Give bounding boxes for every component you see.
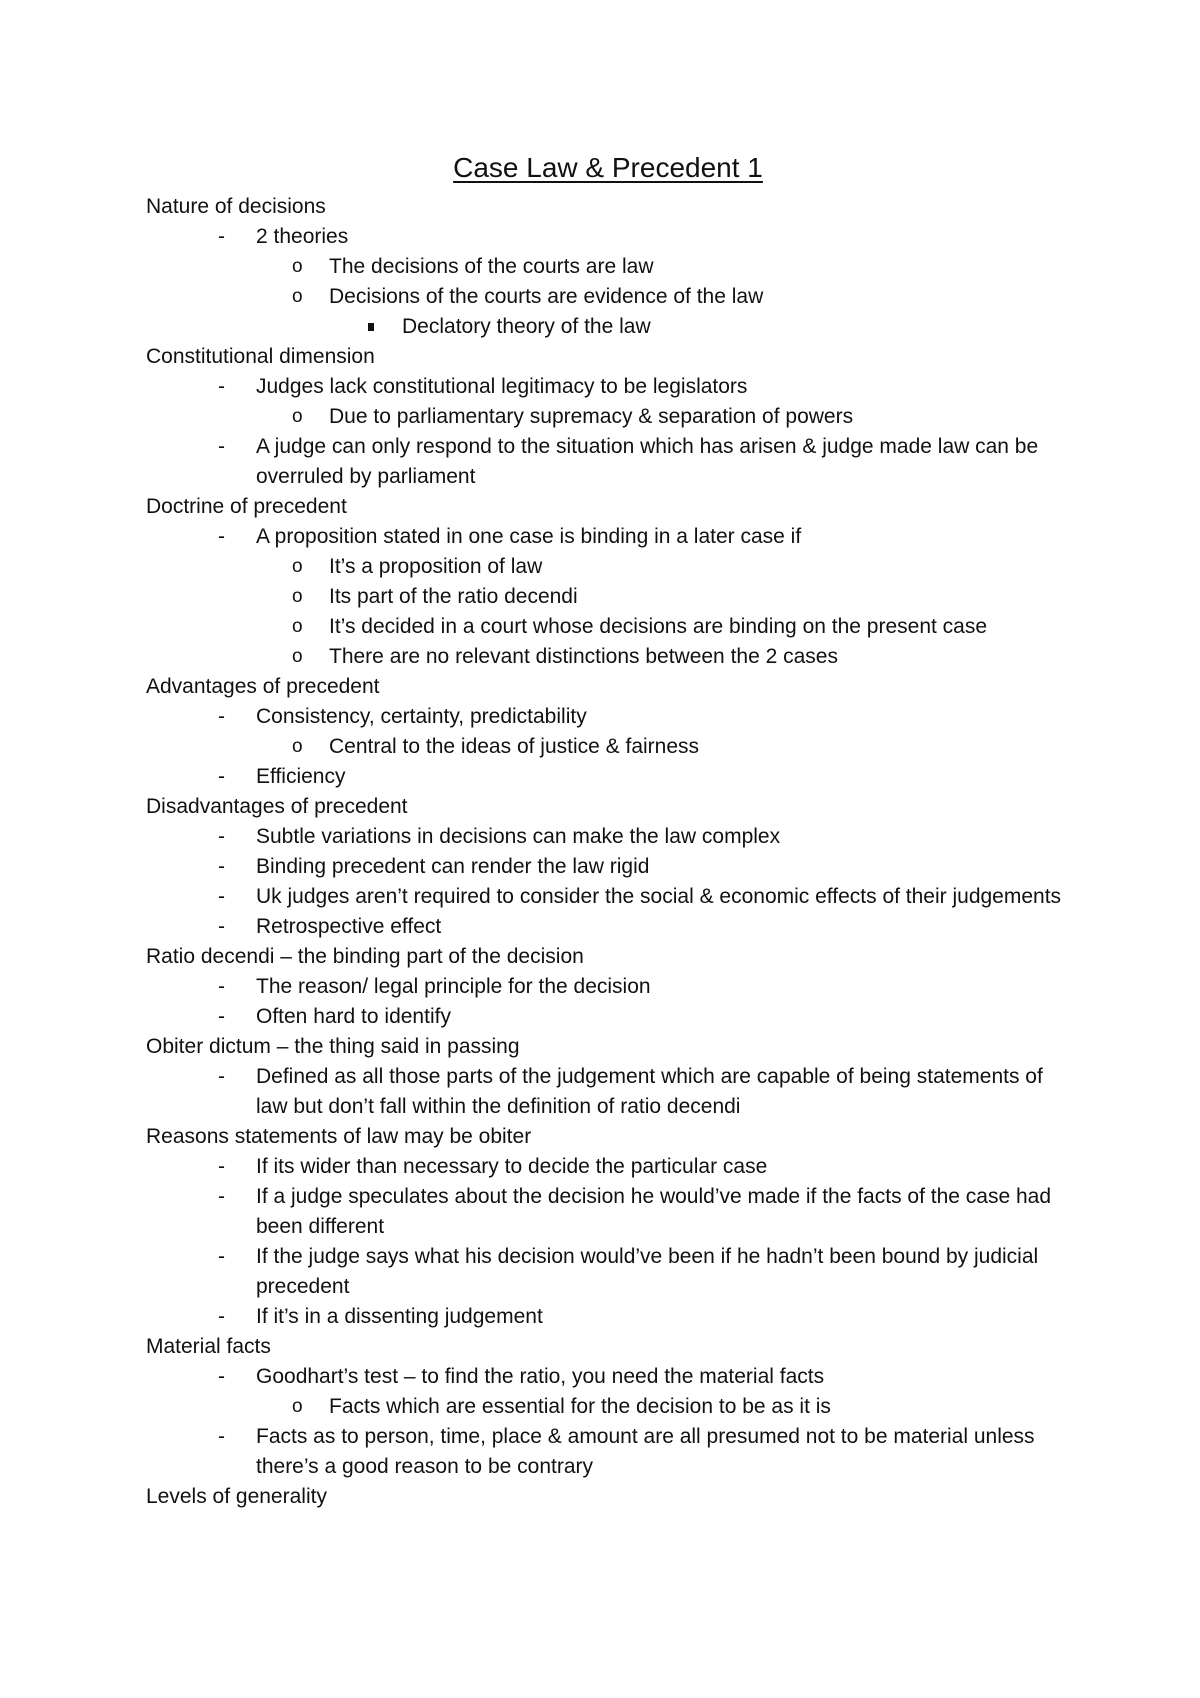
list-item-text: Binding precedent can render the law rigid <box>256 855 650 878</box>
circle-bullet-icon: o <box>292 586 303 607</box>
section-heading: Levels of generality <box>146 1485 327 1508</box>
section <box>146 492 1070 672</box>
list-item <box>146 1362 1070 1392</box>
bullet-list <box>146 222 1070 342</box>
section-heading: Reasons statements of law may be obiter <box>146 1125 532 1148</box>
list-item-text: Facts which are essential for the decision to be as it is <box>329 1395 831 1418</box>
dash-bullet-icon: - <box>218 1365 225 1388</box>
list-item <box>146 582 1070 612</box>
list-item <box>146 552 1070 582</box>
list-item-text: If its wider than necessary to decide the particular case <box>256 1155 768 1178</box>
dash-bullet-icon: - <box>218 225 225 248</box>
list-item-text: A judge can only respond to the situation which has arisen & judge made law can be overruled by parliament <box>256 435 1039 488</box>
list-item <box>146 1062 1070 1122</box>
section-heading: Obiter dictum – the thing said in passing <box>146 1035 520 1058</box>
list-item-text: There are no relevant distinctions between the 2 cases <box>329 645 838 668</box>
circle-bullet-icon: o <box>292 286 303 307</box>
list-item-text: The decisions of the courts are law <box>329 255 654 278</box>
section <box>146 1032 1070 1122</box>
list-item <box>146 1422 1070 1482</box>
dash-bullet-icon: - <box>218 1005 225 1028</box>
section-heading: Disadvantages of precedent <box>146 795 408 818</box>
list-item <box>146 1242 1070 1302</box>
list-item-text: Its part of the ratio decendi <box>329 585 578 608</box>
dash-bullet-icon: - <box>218 1065 225 1088</box>
list-item-text: Defined as all those parts of the judgement which are capable of being statements of law but don’t fall within the definition of ratio decendi <box>256 1065 1043 1118</box>
list-item-text: Decisions of the courts are evidence of the law <box>329 285 764 308</box>
dash-bullet-icon: - <box>218 375 225 398</box>
section <box>146 1482 1070 1512</box>
section <box>146 1122 1070 1332</box>
list-item <box>146 312 1070 342</box>
list-item-text: Due to parliamentary supremacy & separation of powers <box>329 405 854 428</box>
list-item-text: Declatory theory of the law <box>402 315 651 338</box>
list-item-text: If the judge says what his decision would’ve been if he hadn’t been bound by judicial precedent <box>256 1245 1039 1298</box>
list-item <box>146 432 1070 492</box>
list-item <box>146 702 1070 732</box>
list-item-text: A proposition stated in one case is binding in a later case if <box>256 525 802 548</box>
list-item-text: If it’s in a dissenting judgement <box>256 1305 543 1328</box>
circle-bullet-icon: o <box>292 1396 303 1417</box>
list-item-text: Subtle variations in decisions can make the law complex <box>256 825 781 848</box>
list-item-text: Retrospective effect <box>256 915 442 938</box>
square-bullet-icon <box>368 323 374 331</box>
dash-bullet-icon: - <box>218 1305 225 1328</box>
bullet-list <box>146 822 1070 942</box>
list-item <box>146 612 1070 642</box>
dash-bullet-icon: - <box>218 705 225 728</box>
list-item <box>146 1002 1070 1032</box>
bullet-list <box>146 1062 1070 1122</box>
list-item <box>146 402 1070 432</box>
list-item <box>146 822 1070 852</box>
section <box>146 942 1070 1032</box>
bullet-list <box>146 372 1070 492</box>
dash-bullet-icon: - <box>218 975 225 998</box>
list-item <box>146 852 1070 882</box>
section-heading: Advantages of precedent <box>146 675 380 698</box>
circle-bullet-icon: o <box>292 616 303 637</box>
circle-bullet-icon: o <box>292 256 303 277</box>
page-title: Case Law & Precedent 1 <box>453 152 763 183</box>
dash-bullet-icon: - <box>218 1155 225 1178</box>
dash-bullet-icon: - <box>218 825 225 848</box>
list-item-text: Facts as to person, time, place & amount are all presumed not to be material unless there’s a good reason to be contrary <box>256 1425 1035 1478</box>
list-item-text: Goodhart’s test – to find the ratio, you need the material facts <box>256 1365 825 1388</box>
list-item <box>146 762 1070 792</box>
section-heading: Ratio decendi – the binding part of the decision <box>146 945 584 968</box>
bullet-list <box>146 702 1070 792</box>
dash-bullet-icon: - <box>218 915 225 938</box>
bullet-list <box>146 972 1070 1032</box>
section <box>146 792 1070 942</box>
bullet-list <box>146 522 1070 672</box>
circle-bullet-icon: o <box>292 736 303 757</box>
list-item-text: Often hard to identify <box>256 1005 451 1028</box>
dash-bullet-icon: - <box>218 1425 225 1448</box>
list-item <box>146 1302 1070 1332</box>
section-heading: Material facts <box>146 1335 271 1358</box>
list-item <box>146 1152 1070 1182</box>
list-item <box>146 222 1070 252</box>
dash-bullet-icon: - <box>218 525 225 548</box>
notes-body <box>146 192 1070 1512</box>
list-item-text: Consistency, certainty, predictability <box>256 705 587 728</box>
list-item-text: It’s a proposition of law <box>329 555 543 578</box>
list-item <box>146 1182 1070 1242</box>
section <box>146 672 1070 792</box>
list-item-text: Uk judges aren’t required to consider the social & economic effects of their judgements <box>256 885 1062 908</box>
dash-bullet-icon: - <box>218 1185 225 1208</box>
section <box>146 192 1070 342</box>
list-item-text: It’s decided in a court whose decisions are binding on the present case <box>329 615 988 638</box>
list-item-text: The reason/ legal principle for the decision <box>256 975 651 998</box>
list-item <box>146 642 1070 672</box>
circle-bullet-icon: o <box>292 556 303 577</box>
dash-bullet-icon: - <box>218 855 225 878</box>
list-item-text: Efficiency <box>256 765 346 788</box>
list-item <box>146 912 1070 942</box>
list-item <box>146 882 1070 912</box>
section <box>146 1332 1070 1482</box>
section-heading: Nature of decisions <box>146 195 326 218</box>
list-item <box>146 522 1070 552</box>
dash-bullet-icon: - <box>218 1245 225 1268</box>
list-item-text: If a judge speculates about the decision he would’ve made if the facts of the case had been different <box>256 1185 1052 1238</box>
list-item <box>146 282 1070 312</box>
list-item <box>146 372 1070 402</box>
section-heading: Constitutional dimension <box>146 345 375 368</box>
list-item <box>146 252 1070 282</box>
circle-bullet-icon: o <box>292 646 303 667</box>
list-item <box>146 732 1070 762</box>
bullet-list <box>146 1152 1070 1332</box>
section <box>146 342 1070 492</box>
dash-bullet-icon: - <box>218 435 225 458</box>
list-item <box>146 1392 1070 1422</box>
list-item-text: Central to the ideas of justice & fairness <box>329 735 700 758</box>
circle-bullet-icon: o <box>292 406 303 427</box>
list-item <box>146 972 1070 1002</box>
dash-bullet-icon: - <box>218 765 225 788</box>
bullet-list <box>146 1362 1070 1482</box>
section-heading: Doctrine of precedent <box>146 495 347 518</box>
list-item-text: 2 theories <box>256 225 349 248</box>
dash-bullet-icon: - <box>218 885 225 908</box>
list-item-text: Judges lack constitutional legitimacy to be legislators <box>256 375 748 398</box>
